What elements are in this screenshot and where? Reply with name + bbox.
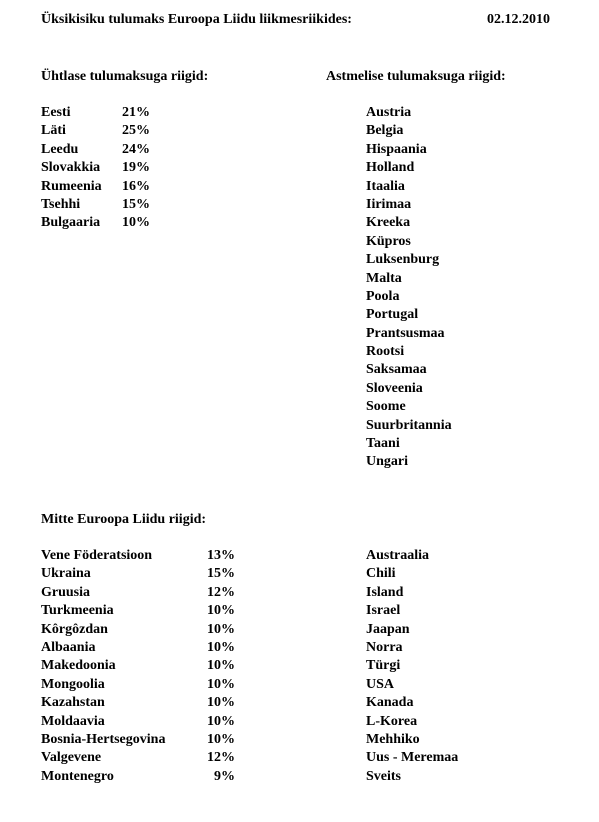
tax-rate: 10% [207, 658, 235, 674]
list-item: Austraalia [366, 548, 429, 563]
country-name: Tsehhi [41, 196, 81, 212]
flat-tax-row [41, 141, 261, 159]
non-eu-row [41, 694, 301, 712]
country-name: Bosnia-Hertsegovina [41, 731, 166, 747]
list-item: Sloveenia [366, 380, 423, 396]
tax-rate: 10% [207, 676, 235, 692]
flat-tax-heading: Ühtlase tulumaksuga riigid: [41, 69, 209, 84]
non-eu-row [41, 768, 301, 786]
progressive-tax-heading: Astmelise tulumaksuga riigid: [326, 69, 506, 84]
tax-rate: 13% [207, 548, 235, 563]
flat-tax-row [41, 196, 261, 214]
country-name: Kôrgôzdan [41, 621, 108, 637]
non-eu-row [41, 676, 301, 694]
list-item: Uus - Meremaa [366, 750, 459, 766]
country-name: Bulgaaria [41, 215, 101, 231]
tax-rate: 16% [122, 178, 150, 194]
non-eu-row [41, 639, 301, 657]
list-item: Austria [366, 105, 412, 120]
list-item: Kanada [366, 695, 414, 711]
list-item: Malta [366, 270, 402, 286]
tax-rate: 19% [122, 160, 150, 176]
country-name: Makedoonia [41, 658, 116, 674]
flat-tax-row [41, 214, 261, 232]
list-item: Chili [366, 566, 396, 582]
tax-rate: 24% [122, 141, 150, 157]
list-item: Sveits [366, 768, 401, 784]
tax-rate: 10% [207, 603, 235, 619]
flat-tax-list [41, 104, 261, 233]
tax-rate: 10% [122, 215, 150, 231]
country-name: Kazahstan [41, 695, 105, 711]
list-item: Portugal [366, 307, 419, 323]
tax-rate: 10% [207, 639, 235, 655]
flat-tax-row [41, 178, 261, 196]
country-name: Ukraina [41, 566, 91, 582]
tax-rate: 15% [122, 196, 150, 212]
non-eu-row [41, 657, 301, 675]
list-item: Küpros [366, 233, 411, 249]
list-item: L-Korea [366, 713, 418, 729]
tax-rate: 25% [122, 123, 150, 139]
country-name: Montenegro [41, 768, 114, 784]
list-item: USA [366, 676, 395, 692]
flat-tax-row [41, 122, 261, 140]
progressive-tax-list [366, 104, 452, 472]
tax-rate: 12% [207, 584, 235, 600]
non-eu-row [41, 547, 301, 565]
tax-rate: 10% [207, 621, 235, 637]
list-item: Luksenburg [366, 252, 440, 268]
tax-rate: 10% [207, 695, 235, 711]
country-name: Rumeenia [41, 178, 102, 194]
non-eu-row [41, 621, 301, 639]
list-item: Holland [366, 160, 415, 176]
tax-rate: 15% [207, 566, 235, 582]
list-item: Norra [366, 639, 403, 655]
country-name: Slovakkia [41, 160, 101, 176]
tax-rate: 10% [207, 713, 235, 729]
list-item: Suurbritannia [366, 417, 452, 433]
non-eu-row [41, 565, 301, 583]
list-item: Rootsi [366, 344, 405, 360]
country-name: Moldaavia [41, 713, 105, 729]
country-name: Leedu [41, 141, 79, 157]
list-item: Ungari [366, 454, 408, 470]
list-item: Prantsusmaa [366, 325, 445, 341]
tax-rate: 21% [122, 105, 150, 120]
list-item: Jaapan [366, 621, 410, 637]
non-eu-other-list [366, 547, 458, 786]
list-item: Iirimaa [366, 196, 412, 212]
country-name: Eesti [41, 105, 71, 120]
non-eu-row [41, 713, 301, 731]
tax-rate: 12% [207, 750, 235, 766]
list-item: Saksamaa [366, 362, 427, 378]
country-name: Turkmeenia [41, 603, 114, 619]
country-name: Vene Föderatsioon [41, 548, 153, 563]
non-eu-row [41, 602, 301, 620]
non-eu-flat-list [41, 547, 301, 786]
country-name: Valgevene [41, 750, 102, 766]
country-name: Mongoolia [41, 676, 105, 692]
non-eu-row [41, 584, 301, 602]
country-name: Gruusia [41, 584, 91, 600]
list-item: Belgia [366, 123, 404, 139]
country-name: Albaania [41, 639, 96, 655]
list-item: Island [366, 584, 404, 600]
list-item: Taani [366, 436, 400, 452]
flat-tax-row [41, 104, 261, 122]
list-item: Israel [366, 603, 401, 619]
country-name: Läti [41, 123, 66, 139]
list-item: Hispaania [366, 141, 427, 157]
tax-rate: 10% [207, 731, 235, 747]
list-item: Itaalia [366, 178, 405, 194]
list-item: Türgi [366, 658, 401, 674]
list-item: Kreeka [366, 215, 411, 231]
document-date: 02.12.2010 [487, 12, 550, 27]
list-item: Poola [366, 288, 400, 304]
list-item: Soome [366, 399, 406, 415]
flat-tax-row [41, 159, 261, 177]
non-eu-heading: Mitte Euroopa Liidu riigid: [41, 512, 207, 527]
list-item: Mehhiko [366, 731, 420, 747]
non-eu-row [41, 731, 301, 749]
tax-rate: 9% [214, 768, 235, 784]
document-title: Üksikisiku tulumaks Euroopa Liidu liikmesriikides: [41, 12, 352, 27]
non-eu-row [41, 749, 301, 767]
